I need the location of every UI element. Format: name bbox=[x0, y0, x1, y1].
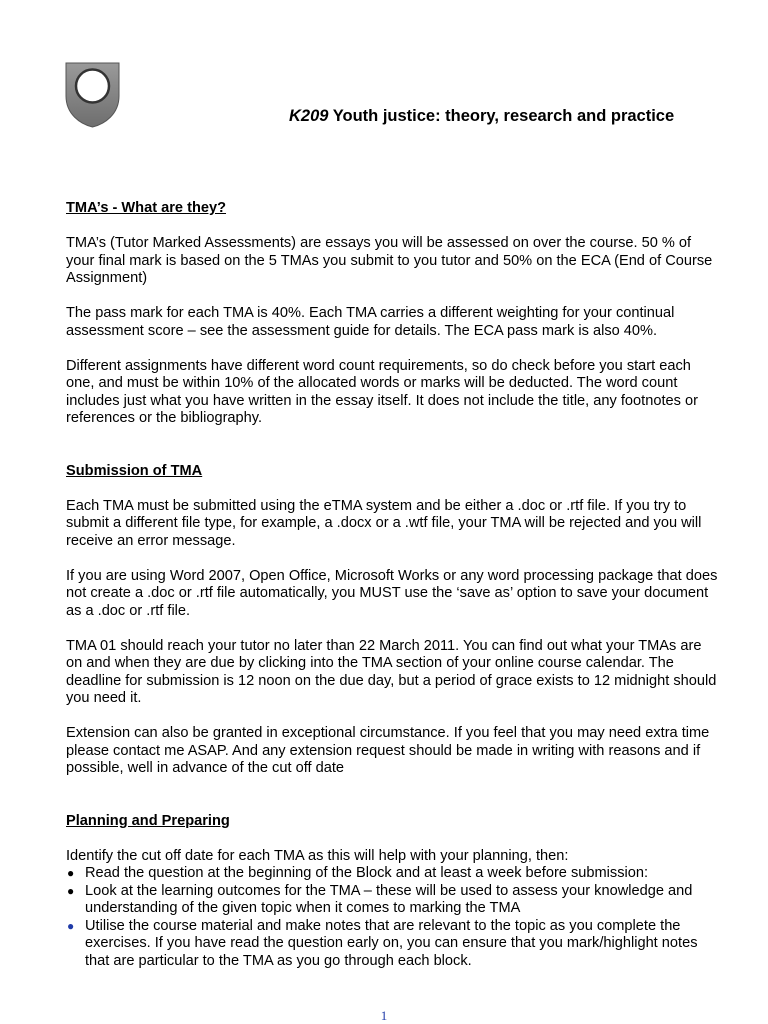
course-title: Youth justice: theory, research and practice bbox=[328, 107, 675, 125]
paragraph: Each TMA must be submitted using the eTMA system and be either a .doc or .rtf file. If you try to submit a different file type, for example, a .docx or a .wtf file, your TMA will be rejected and you will receive an error message. bbox=[66, 497, 702, 549]
course-code: K209 bbox=[289, 107, 329, 125]
paragraph: Identify the cut off date for each TMA as this will help with your planning, then: bbox=[66, 847, 569, 864]
section-heading-submission: Submission of TMA bbox=[66, 462, 203, 479]
list-item-text: Look at the learning outcomes for the TMA – these will be used to assess your knowledge and understanding of the given topic when it comes to marking the TMA bbox=[85, 882, 693, 916]
list-item-text: Read the question at the beginning of the Block and at least a week before submission: bbox=[85, 865, 649, 881]
bullet-icon: ● bbox=[67, 883, 75, 898]
list-item bbox=[66, 865, 720, 883]
bullet-icon: ● bbox=[67, 918, 75, 933]
open-university-logo bbox=[65, 62, 120, 128]
section-heading-planning: Planning and Preparing bbox=[66, 812, 230, 829]
list-item-text: Utilise the course material and make notes that are relevant to the topic as you complete the exercises. If you have read the question early on, you can ensure that you mark/highlight notes that are particular to the TMA as you go through each block. bbox=[85, 917, 698, 969]
list-item bbox=[66, 883, 720, 918]
bullet-list bbox=[66, 865, 720, 970]
document-body bbox=[66, 200, 720, 970]
paragraph: The pass mark for each TMA is 40%. Each TMA carries a different weighting for your continual assessment score – see the assessment guide for details. The ECA pass mark is also 40%. bbox=[66, 305, 675, 339]
page-number: 1 bbox=[380, 1008, 388, 1023]
paragraph: Different assignments have different word count requirements, so do check before you start each one, and must be within 10% of the allocated words or marks will be deducted. The word count includes just what you have written in the essay itself. It does not include the title, any footnotes or references or the bibliography. bbox=[66, 357, 698, 426]
section-heading-what: TMA’s - What are they? bbox=[66, 200, 227, 216]
list-item bbox=[66, 918, 720, 971]
open-university-shield-icon bbox=[65, 62, 120, 128]
paragraph: Extension can also be granted in exceptional circumstance. If you feel that you may need extra time please contact me ASAP. And any extension request should be made in writing with reasons and if possible, well in advance of the cut off date bbox=[66, 725, 710, 776]
paragraph: If you are using Word 2007, Open Office, Microsoft Works or any word processing package that does not create a .doc or .rtf file automatically, you MUST use the ‘save as’ option to save your document as a .doc or .rtf file. bbox=[66, 567, 718, 619]
bullet-icon: ● bbox=[67, 866, 75, 880]
paragraph: TMA’s (Tutor Marked Assessments) are essays you will be assessed on over the course. 50 % of your final mark is based on the 5 TMAs you submit to you tutor and 50% on the ECA (End of Course Assignment) bbox=[66, 235, 713, 286]
paragraph: TMA 01 should reach your tutor no later than 22 March 2011. You can find out what your TMAs are on and when they are due by clicking into the TMA section of your online course calendar. The deadline for submission is 12 noon on the due day, but a period of grace exists to 12 midnight should you need it. bbox=[66, 637, 717, 706]
page-title bbox=[289, 107, 674, 126]
